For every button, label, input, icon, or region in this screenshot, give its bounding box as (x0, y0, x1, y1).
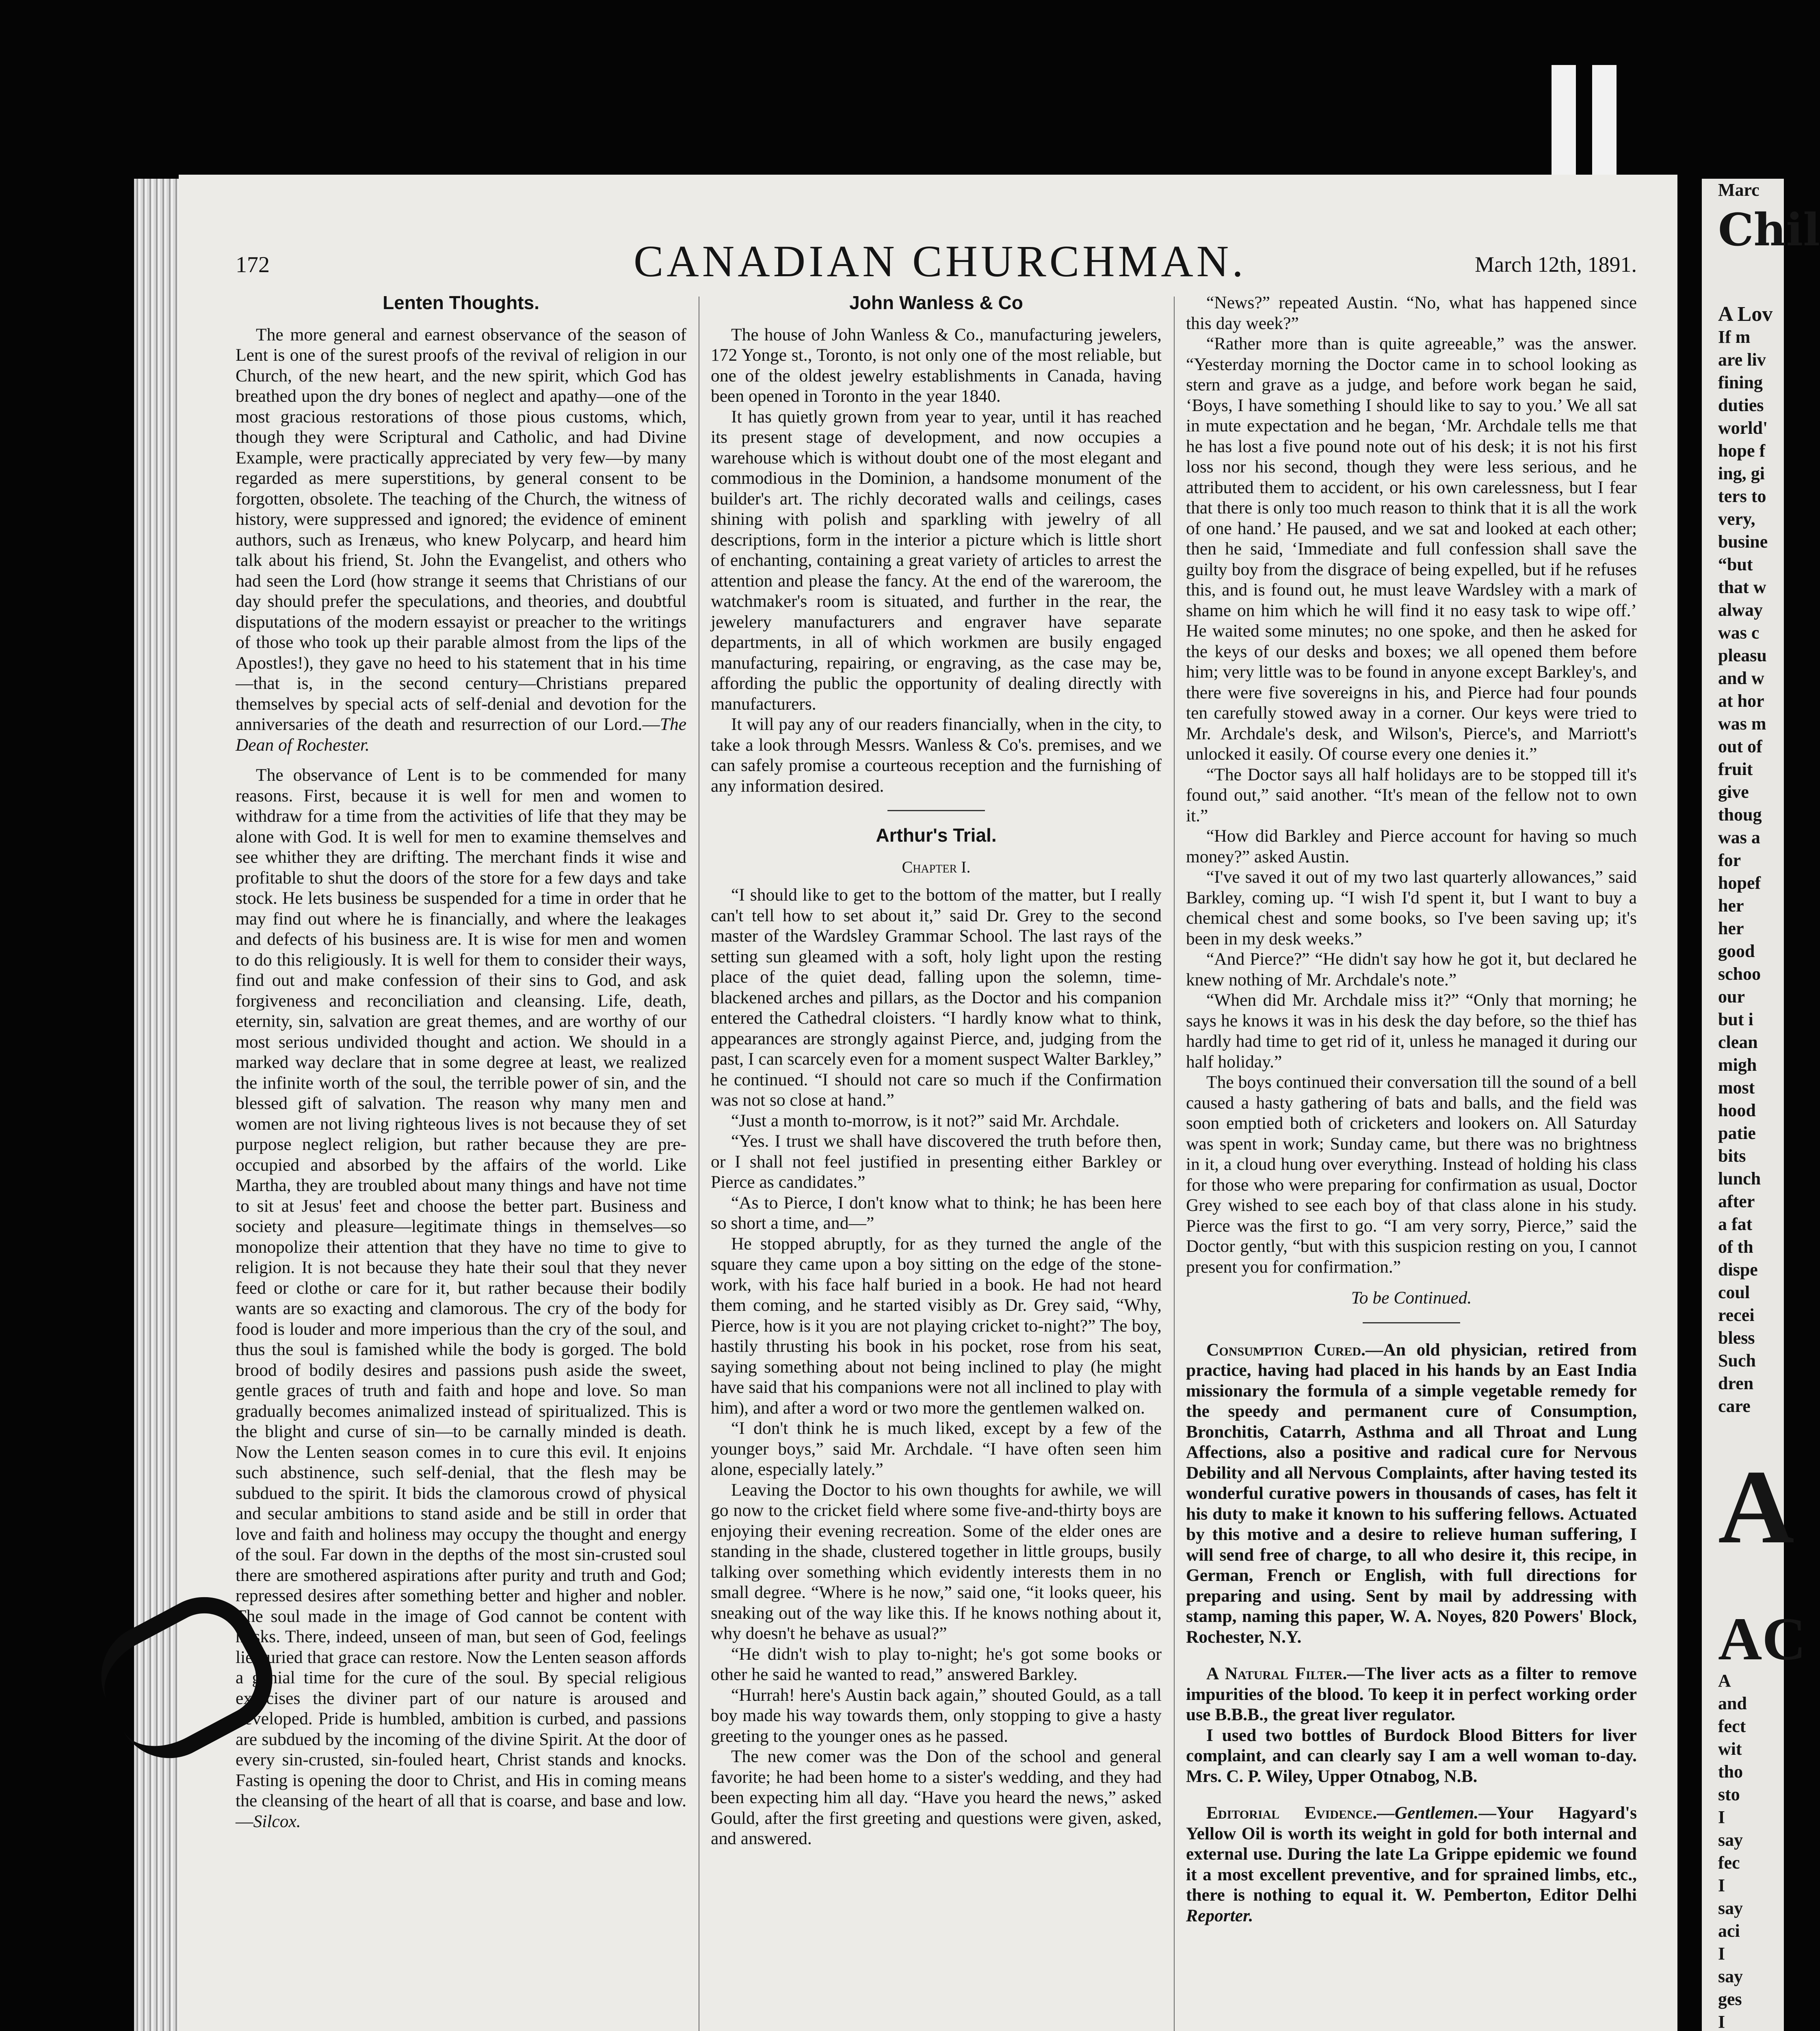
article-paragraph: It will pay any of our readers financially, when in the city, to take a look through Messrs. Wanless & Co's. premises, and we can safely promise a courteous reception and the furnishing of any information desired. (711, 715, 1162, 796)
article-paragraph: “Rather more than is quite agreeable,” was the answer. “Yesterday morning the Doctor came in to school looking as stern and grave as a judge, and before work began he said, ‘Boys, I have something I should like to say to you.’ We all sat in mute expectation and he began, ‘Mr. Archdale tells me that he has lost a five pound note out of his desk; it is not his first loss nor his second, though they were less serious, and he attributed them to accident, or his own carelessness, but I fear that there is only too much reason to think that it is all the work of one hand.’ He paused, and we sat and looked at each other; then he said, ‘Immediate and full confession shall save the guilty boy from the disgrace of being expelled, but if he refuses this, and is found out, he must leave Wardsley with a mark of shame on him which he will find it no easy task to wipe off.’ He waited some minutes; no one spoke, and then he asked for the keys of our desks and boxes; we all opened them before him; very little was to be found in anyone except Barkley's, and there were five sovereigns in his, and Pierce had four pounds ten carefully stowed away in a corner. Our keys were tried to Mr. Archdale's desk, and Wilson's, Pierce's, and Marriott's unlocked it easily. Of course every one denies it.” (1186, 334, 1637, 764)
adjacent-page-line: say (1718, 1830, 1743, 1850)
adjacent-page-line: but i (1718, 1009, 1753, 1029)
article-title: Arthur's Trial. (876, 825, 997, 846)
adjacent-page-line: a fat (1718, 1214, 1753, 1234)
adjacent-page-line: fruit (1718, 759, 1753, 779)
adjacent-page-line: aci (1718, 1921, 1740, 1941)
adjacent-page-line: hopef (1718, 873, 1761, 893)
adjacent-page-line: after (1718, 1191, 1755, 1211)
issue-date: March 12th, 1891. (1475, 252, 1637, 277)
column-rule (1174, 297, 1175, 2031)
adjacent-page-line: care (1718, 1396, 1751, 1416)
adjacent-page-line: was c (1718, 623, 1759, 643)
adjacent-page-line: our (1718, 987, 1745, 1007)
page-number: 172 (236, 252, 270, 277)
adjacent-page-line: busine (1718, 532, 1768, 552)
article-title: John Wanless & Co (849, 292, 1023, 313)
adjacent-page-line: and (1718, 1693, 1747, 1713)
to-be-continued: To be Continued. (1351, 1288, 1472, 1308)
adjacent-page-line: for (1718, 850, 1741, 870)
column-wanless-arthur (711, 292, 1162, 1849)
film-marker-top-right (1592, 65, 1617, 183)
adjacent-page-line: I (1718, 1807, 1725, 1827)
adjacent-page-line: was m (1718, 714, 1766, 734)
adjacent-page-line: recei (1718, 1305, 1755, 1325)
advert-text: —An old physician, retired from practice, having had placed in his hands by an East India missionary the formula of a simple vegetable remedy for the speedy and permanent cure of Consumption, Bronchitis, Catarrh, Asthma and all Throat and Lung Affections, also a positive and radical cure for Nervous Debility and all Nervous Complaints, after having tested its wonderful curative powers in thousands of cases, has felt it his duty to make it known to his suffering fellows. Actuated by this motive and a desire to relieve human suffering, I will send free of charge, to all who desire it, this recipe, in German, French or English, with full directions for preparing and using. Sent by mail by addressing with stamp, naming this paper, W. A. Noyes, 820 Powers' Block, Rochester, N.Y. (1186, 1340, 1637, 1647)
column-lenten-thoughts (236, 292, 686, 1832)
adjacent-page-line: hope f (1718, 441, 1766, 461)
article-paragraph: “I don't think he is much liked, except by a few of the younger boys,” said Mr. Archdale. “I have often seen him alone, especially lately.” (711, 1418, 1162, 1479)
chapter-heading: Chapter I. (902, 857, 971, 876)
advert-lead: Editorial Evidence. (1206, 1803, 1377, 1823)
article-paragraph: “News?” repeated Austin. “No, what has happened since this day week?” (1186, 293, 1637, 333)
article-paragraph: “When did Mr. Archdale miss it?” “Only that morning; he says he knows it was in his desk the day before, so the thief has hardly had time to get rid of it, unless he managed it during our half holiday.” (1186, 990, 1637, 1072)
article-paragraph: It has quietly grown from year to year, until it has reached its present stage of development, and now occupies a warehouse which is without doubt one of the most elegant and commodious in the Dominion, a handsome monument of the builder's art. The richly decorated walls and ceilings, cases shining with polish and sparkling with jewelry of all descriptions, form in the interior a picture which is little short of enchanting, containing a great variety of articles to arrest the attention and please the fancy. At the end of the wareroom, the watchmaker's room is situated, and further in the rear, the jewelery manufacturers and engraver have separate departments, in all of which workmen are busily engaged manufacturing, repairing, or engraving, as the case may be, affording the public the opportunity of dealing directly with manufacturers. (711, 407, 1162, 714)
adjacent-page-line: tho (1718, 1762, 1743, 1782)
adjacent-page-line: lunch (1718, 1169, 1761, 1189)
adjacent-page-line: fec (1718, 1853, 1740, 1873)
advert-text: —The liver acts as a filter to remove impurities of the blood. To keep it in perfect working order use B.B.B., the great liver regulator. (1186, 1664, 1637, 1724)
adjacent-page-line: most (1718, 1078, 1755, 1098)
adjacent-page-line: that w (1718, 577, 1766, 597)
article-paragraph: He stopped abruptly, for as they turned the angle of the square they came upon a boy sitting on the edge of the stone-work, with his face half buried in a book. He had not heard them coming, and he started visibly as Dr. Grey said, “Why, Pierce, how is it you are not playing cricket to-night?” The boy, hastily thrusting his book in his pocket, rose from his seat, saying something about not being inclined to play (he might have said that his companions were not all inclined to play with him), and after a word or two more the gentlemen walked on. (711, 1234, 1162, 1418)
section-divider (1363, 1322, 1460, 1323)
adjacent-page-line: bits (1718, 1146, 1746, 1166)
adjacent-page-line: her (1718, 896, 1744, 916)
adjacent-page-line: ters to (1718, 486, 1766, 506)
signature: The Dean of Rochester. (236, 715, 686, 755)
article-paragraph: “The Doctor says all half holidays are to be stopped till it's found out,” said another. “It's mean of the fellow not to own it.” (1186, 764, 1637, 825)
adjacent-page-line: are liv (1718, 350, 1766, 370)
article-paragraph: “Hurrah! here's Austin back again,” shouted Gould, as a tall boy made his way towards them, only stopping to give a hasty greeting to the younger ones as he passed. (711, 1685, 1162, 1746)
advert-consumption-cured (1186, 1340, 1637, 1648)
adjacent-page-line: dispe (1718, 1260, 1758, 1280)
adjacent-page-line: I (1718, 1875, 1725, 1895)
adjacent-page-line: and w (1718, 668, 1764, 688)
adjacent-page-line: at hor (1718, 691, 1764, 711)
adjacent-page-heading: AC (1718, 1605, 1806, 1673)
adjacent-page-line: give (1718, 782, 1749, 802)
column-arthur-ads (1186, 292, 1637, 1926)
adjacent-page-line: was a (1718, 827, 1760, 847)
newspaper-page (179, 175, 1677, 2031)
article-paragraph: “As to Pierce, I don't know what to think; he has been here so short a time, and—” (711, 1193, 1162, 1233)
article-paragraph: “How did Barkley and Pierce account for having so much money?” asked Austin. (1186, 826, 1637, 866)
article-paragraph: “And Pierce?” “He didn't say how he got it, but declared he knew nothing of Mr. Archdale's note.” (1186, 949, 1637, 990)
adjacent-page-line: schoo (1718, 964, 1761, 984)
adjacent-page-line: I (1718, 2012, 1725, 2031)
adjacent-page-line: wit (1718, 1739, 1742, 1759)
section-divider (887, 810, 985, 811)
advert-text: —Your Hagyard's Yellow Oil is worth its weight in gold for both internal and external use. During the late La Grippe epidemic we found it a most excellent preventive, and for sprained limbs, etc., there is nothing to equal it. W. Pemberton, Editor Delhi (1186, 1803, 1637, 1905)
article-paragraph: The boys continued their conversation till the sound of a bell caused a hasty gathering of bats and balls, and the field was soon emptied both of cricketers and lookers on. All Saturday was spent in work; Sunday came, but there was no brightness in it, a cloud hung over everything. Instead of holding his class for those who were preparing for confirmation as usual, Doctor Grey wished to see each boy of that class alone in his study. Pierce was the first to go. “I am very sorry, Pierce,” said the Doctor gently, “but with this suspicion resting on you, I cannot present you for confirmation.” (1186, 1072, 1637, 1277)
advert-lead: Consumption Cured. (1206, 1340, 1366, 1360)
adjacent-page-line: coul (1718, 1282, 1750, 1302)
adjacent-page-line: good (1718, 941, 1755, 961)
adjacent-page-line: If m (1718, 327, 1751, 347)
adjacent-page-line: I (1718, 1944, 1725, 1964)
advert-text: I used two bottles of Burdock Blood Bitters for liver complaint, and can clearly say I am a well woman to-day. Mrs. C. P. Wiley, Upper Otnabog, N.B. (1186, 1725, 1637, 1786)
adjacent-page-line: say (1718, 1966, 1743, 1986)
page-header (236, 236, 1637, 284)
adjacent-page-line: sto (1718, 1784, 1740, 1804)
article-paragraph: The more general and earnest observance of the season of Lent is one of the surest proofs of the revival of religion in our Church, of the new heart, and the new spirit, which God has breathed upon the dry bones of neglect and apathy—one of the most gracious restorations of those pious customs, which, though they were Scriptural and Catholic, and had Divine Example, were practically appreciated by very few—by many regarded as mere superstitions, by general consent to be forgotten, obsolete. The teaching of the Church, the witness of history, were suppressed and ignored; the evidence of eminent authors, such as Irenæus, who knew Polycarp, and heard him talk about his friend, St. John the Evangelist, and others who had seen the Lord (how strange it seems that Christians of our day should prefer the speculations, and theories, and doubtful disputations of the modern essayist or preacher to the writings of those who took up their parable almost from the lips of the Apostles!), they gave no heed to his statement that in his time—that is, in the second century—Christians prepared themselves by special acts of self-denial and devotion for the anniversaries of the death and resurrection of our Lord.—The Dean of Rochester. (236, 325, 686, 755)
adjacent-page-line: world' (1718, 418, 1768, 438)
adjacent-page-title: Chil (1718, 204, 1820, 256)
adjacent-page-line: A (1718, 1671, 1731, 1691)
adjacent-page-line: bless (1718, 1328, 1755, 1348)
adjacent-page-line: duties (1718, 395, 1764, 415)
adjacent-page-lines (1702, 326, 1784, 1418)
article-paragraph: “Yes. I trust we shall have discovered the truth before then, or I shall not feel justified in presenting either Barkley or Pierce as candidates.” (711, 1131, 1162, 1192)
adjacent-page-line: out of (1718, 736, 1762, 756)
adjacent-page-line: “but (1718, 554, 1753, 574)
adjacent-page-line: Such (1718, 1351, 1756, 1371)
adjacent-page-line: dren (1718, 1373, 1754, 1393)
signature: Silcox. (253, 1811, 301, 1831)
adjacent-page-fragment (1702, 179, 1820, 2031)
article-paragraph: “Just a month to-morrow, is it not?” said Mr. Archdale. (731, 1111, 1120, 1130)
film-marker-top-left (1552, 65, 1576, 183)
adjacent-page-line: ing, gi (1718, 463, 1765, 483)
adjacent-page-line: clean (1718, 1032, 1758, 1052)
article-paragraph: “I've saved it out of my two last quarterly allowances,” said Barkley, coming up. “I wish I'd spent it, but I want to buy a chemical chest and some books, so I've been saving up; it's been in my desk weeks.” (1186, 867, 1637, 948)
signature: Reporter. (1186, 1905, 1253, 1925)
adjacent-page-line: her (1718, 918, 1744, 938)
adjacent-page-drop-letter: A (1718, 1449, 1794, 1565)
article-paragraph: The observance of Lent is to be commended for many reasons. First, because it is well for men and women to withdraw for a time from the activities of life that they may be alone with God. It is well for men to examine themselves and see whither they are drifting. The merchant finds it wise and profitable to shut the doors of the store for a few days and take stock. He lets business be suspended for a time in order that he may find out where he is financially, and where the leakages and defects of his business are. It is wise for men and women to do this religiously. It is well for them to consider their ways, find out and make confession of their sins to God, and ask forgiveness and reconciliation and cleansing. Life, death, eternity, sin, salvation are great themes, and are worthy of our most serious undivided thought and action. We should in a marked way declare that in some degree at least, we realized the infinite worth of the soul, the terrible power of sin, and the blessed gift of salvation. The reason why many men and women are not living righteous lives is not because they of set purpose neglect religion, but rather because they are pre-occupied and absorbed by the affairs of the world. Like Martha, they are troubled about many things and have not time to sit at Jesus' feet and choose the better part. Business and society and pleasure—legitimate things in themselves—so monopolize their attention that they have no time to give to religion. It is not because they hate their soul that they never feed or clothe or care for it, but rather because their bodily wants are so exacting and clamorous. The cry of the body for food is louder and more imperious than the cry of the soul, and thus the soul is famished while the body is gorged. The bold brood of bodily desires and passions push aside the sweet, gentle graces of truth and faith and hope and love. So man gradually becomes animalized instead of spiritualized. This is the blight and curse of sin—to be carnally minded is death. Now the Lenten season comes in to cure this evil. It enjoins such abstinence, such self-denial, that the flesh may be subdued to the spirit. It bids the clamorous crowd of physical and secular ambitions to stand aside and be still in order that love and faith and holiness may occupy the thought and energy of the soul. Far down in the depths of the most sin-crusted soul there are smothered aspirations after purity and truth and God; repressed desires after something better and higher and nobler. The soul made in the image of God cannot be content with husks. There, indeed, unseen of man, but seen of God, feelings lie buried that grace can restore. Now the Lenten season affords a genial time for the cure of the soul. By special religious exercises the diviner part of our nature is aroused and developed. Pride is humbled, ambition is curbed, and passions are subdued by the incoming of the divine Spirit. At the door of every sin-crusted, sin-fouled heart, Christ stands and knocks. Fasting is opening the door to Christ, and His in coming means the cleansing of the heart of all that is coarse, and base and low.—Silcox. (236, 765, 686, 1831)
adjacent-page-line: hood (1718, 1100, 1756, 1120)
article-paragraph: “I should like to get to the bottom of the matter, but I really can't tell how to set about it,” said Dr. Grey to the second master of the Wardsley Grammar School. The last rays of the setting sun gleamed with a soft, holy light upon the resting place of the quiet dead, falling upon the solemn, time-blackened arches and pillars, as the Doctor and his companion entered the Cathedral cloisters. “I hardly know what to think, appearances are strongly against Pierce, and, judging from the past, I can scarcely even for a moment suspect Walter Barkley,” he continued. “I should not care so much if the Confirmation was not so close at hand.” (711, 885, 1162, 1110)
adjacent-page-line: pleasu (1718, 645, 1767, 665)
adjacent-page-line: alway (1718, 600, 1763, 620)
advert-natural-filter (1186, 1663, 1637, 1786)
article-paragraph: “He didn't wish to play to-night; he's got some books or other he said he wanted to read,” answered Barkley. (711, 1644, 1162, 1684)
advert-lead: A Natural Filter. (1206, 1664, 1347, 1683)
masthead: CANADIAN CHURCHMAN. (634, 236, 1247, 286)
adjacent-page-line: thoug (1718, 805, 1762, 825)
adjacent-page-line: say (1718, 1898, 1743, 1918)
article-paragraph: The new comer was the Don of the school and general favorite; he had been home to a sister's wedding, and they had been expecting him all day. “Have you heard the news,” asked Gould, after the first greeting and questions were given, asked, and answered. (711, 1747, 1162, 1848)
adjacent-page-line: fining (1718, 372, 1763, 392)
adjacent-page-line: migh (1718, 1055, 1757, 1075)
adjacent-page-header: Marc (1718, 180, 1759, 200)
adjacent-page-line: patie (1718, 1123, 1756, 1143)
adjacent-page-line: very, (1718, 509, 1755, 529)
adjacent-page-subtitle: A Lov (1718, 303, 1773, 326)
adjacent-page-lines-2 (1702, 1669, 1784, 2031)
article-title: Lenten Thoughts. (383, 292, 539, 313)
article-paragraph: The house of John Wanless & Co., manufacturing jewelers, 172 Yonge st., Toronto, is not only one of the most reliable, but one of the oldest jewelry establishments in Canada, having been opened in Toronto in the year 1840. (711, 325, 1162, 406)
adjacent-page-line: ges (1718, 1989, 1742, 2009)
article-paragraph: Leaving the Doctor to his own thoughts for awhile, we will go now to the cricket field where some five-and-thirty boys are enjoying their evening recreation. Some of the elder ones are standing in the shade, clustered together in little groups, busily talking over something which evidently interests them in no small degree. “Where is he now,” said one, “it looks queer, his sneaking out of the way like this. If he knows nothing about it, why doesn't he behave as usual?” (711, 1480, 1162, 1643)
advert-editorial-evidence (1186, 1803, 1637, 1926)
adjacent-page-line: fect (1718, 1716, 1746, 1736)
adjacent-page-line: of th (1718, 1237, 1753, 1257)
advert-salutation: —Gentlemen. (1377, 1803, 1479, 1823)
